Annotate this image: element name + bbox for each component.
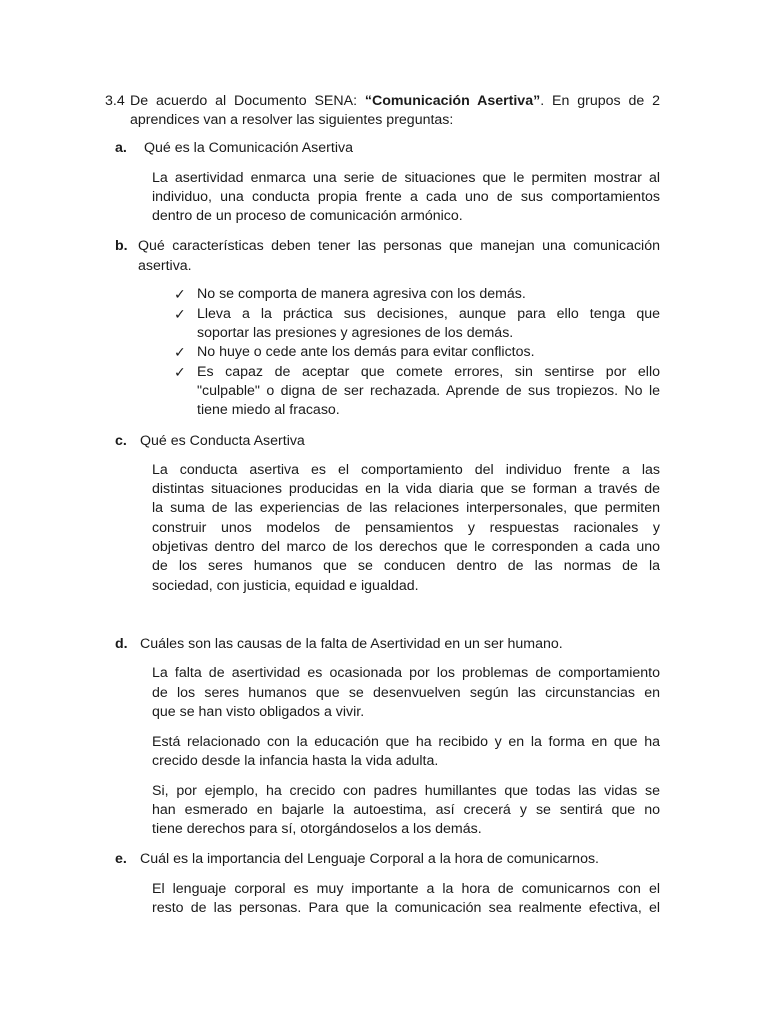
bullet-item: No se comporta de manera agresiva con los demás. bbox=[197, 286, 526, 302]
answer-c-line: de los seres humanos que se conducen dentro de las normas de la bbox=[152, 558, 660, 574]
answer-d-line: que se han visto obligados a vivir. bbox=[152, 704, 365, 720]
bullet-item-continuation: "culpable" o digna de ser rechazada. Aprende de sus tropiezos. No le bbox=[197, 383, 660, 399]
answer-d-line: Está relacionado con la educación que ha recibido y en la forma en que ha bbox=[152, 734, 660, 750]
answer-c-line: La conducta asertiva es el comportamiento del individuo frente a las bbox=[152, 462, 660, 478]
intro-line-2: aprendices van a resolver las siguientes preguntas: bbox=[130, 112, 454, 128]
answer-a-line: dentro de un proceso de comunicación armónico. bbox=[152, 208, 463, 224]
question-a: Qué es la Comunicación Asertiva bbox=[144, 140, 353, 156]
intro-post-text: . En grupos de 2 bbox=[540, 93, 660, 109]
question-b-line: Qué características deben tener las personas que manejan una comunicación bbox=[138, 238, 660, 254]
question-d: Cuáles son las causas de la falta de Asertividad en un ser humano. bbox=[140, 636, 563, 652]
intro-line-1 bbox=[130, 92, 660, 111]
question-a-letter: a. bbox=[115, 140, 127, 156]
checkmark-icon: ✓ bbox=[174, 286, 186, 302]
answer-d-line: Si, por ejemplo, ha crecido con padres humillantes que todas las vidas se bbox=[152, 783, 660, 799]
answer-c-line: sociedad, con justicia, equidad e igualdad. bbox=[152, 578, 419, 594]
answer-e-line: El lenguaje corporal es muy importante a la hora de comunicarnos con el bbox=[152, 881, 660, 897]
question-e-letter: e. bbox=[115, 851, 127, 867]
question-d-letter: d. bbox=[115, 636, 128, 652]
answer-e-line: resto de las personas. Para que la comunicación sea realmente efectiva, el bbox=[152, 900, 660, 916]
bullet-item-continuation: tiene miedo al fracaso. bbox=[197, 402, 340, 418]
bullet-item: No huye o cede ante los demás para evitar conflictos. bbox=[197, 344, 535, 360]
answer-c-line: objetivas dentro del marco de los derechos que le corresponden a cada uno bbox=[152, 539, 660, 555]
answer-d-line: crecido desde la infancia hasta la vida adulta. bbox=[152, 753, 439, 769]
question-e: Cuál es la importancia del Lenguaje Corporal a la hora de comunicarnos. bbox=[140, 851, 599, 867]
answer-d-line: La falta de asertividad es ocasionada por los problemas de comportamiento bbox=[152, 665, 660, 681]
answer-a-line: individuo, una conducta propia frente a cada uno de sus comportamientos bbox=[152, 189, 660, 205]
bullet-item: Lleva a la práctica sus decisiones, aunque para ello tenga que bbox=[197, 306, 660, 322]
document-title: “Comunicación Asertiva” bbox=[364, 93, 541, 109]
answer-a-line: La asertividad enmarca una serie de situaciones que le permiten mostrar al bbox=[152, 170, 660, 186]
answer-c-line: la suma de las experiencias de las relaciones interpersonales, que permiten bbox=[152, 500, 660, 516]
question-c-letter: c. bbox=[115, 433, 127, 449]
checkmark-icon: ✓ bbox=[174, 344, 186, 360]
checkmark-icon: ✓ bbox=[174, 306, 186, 322]
answer-d-line: han esmerado en bajarle la autoestima, así crecerá y se sentirá que no bbox=[152, 802, 660, 818]
intro-pre-text: De acuerdo al Documento SENA: bbox=[130, 93, 365, 109]
question-b-line: asertiva. bbox=[138, 258, 192, 274]
answer-d-line: de los seres humanos que se desenvuelven según las circunstancias en bbox=[152, 685, 660, 701]
checkmark-icon: ✓ bbox=[174, 364, 186, 380]
answer-c-line: distintas situaciones producidas en la vida diaria que se forman a través de bbox=[152, 481, 660, 497]
question-c: Qué es Conducta Asertiva bbox=[140, 433, 305, 449]
answer-c-line: construir unos modelos de pensamientos y respuestas racionales y bbox=[152, 520, 660, 536]
bullet-item-continuation: soportar las presiones y agresiones de los demás. bbox=[197, 325, 514, 341]
answer-d-line: tiene derechos para sí, otorgándoselos a los demás. bbox=[152, 821, 482, 837]
bullet-item: Es capaz de aceptar que comete errores, sin sentirse por ello bbox=[197, 364, 660, 380]
question-b-letter: b. bbox=[115, 238, 128, 254]
section-number: 3.4 bbox=[105, 93, 125, 109]
